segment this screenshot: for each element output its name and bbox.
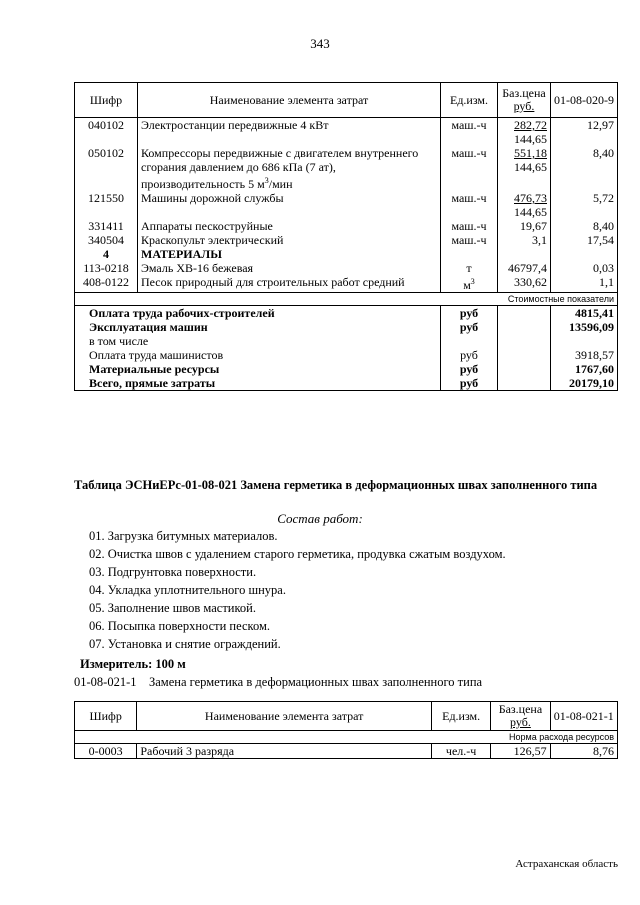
header-name: Наименование элемента затрат <box>137 702 432 731</box>
row-code: 050102 <box>75 146 138 191</box>
total-unit: руб <box>441 376 498 391</box>
total-unit: руб <box>441 348 498 362</box>
row-price: 126,57 <box>491 744 550 759</box>
total-row <box>75 362 618 376</box>
header-name: Наименование элемента затрат <box>138 83 441 118</box>
row-name: Эмаль ХВ-16 бежевая <box>138 261 441 275</box>
total-name: Оплата труда рабочих-строителей <box>75 306 441 321</box>
total-value: 4815,41 <box>551 306 618 321</box>
row-code: 113-0218 <box>75 261 138 275</box>
header-norm: 01-08-020-9 <box>551 83 618 118</box>
table-row <box>75 233 618 247</box>
row-value: 1,1 <box>551 275 618 293</box>
row-code: 408-0122 <box>75 275 138 293</box>
norm-label-row <box>75 731 618 744</box>
total-value: 20179,10 <box>551 376 618 391</box>
total-value: 13596,09 <box>551 320 618 334</box>
row-name: Краскопульт электрический <box>138 233 441 247</box>
composition-title: Состав работ: <box>277 511 363 526</box>
total-name: Материальные ресурсы <box>75 362 441 376</box>
row-price: 19,67 <box>498 219 551 233</box>
row-unit: маш.-ч <box>441 191 498 219</box>
header-unit: Ед.изм. <box>431 702 490 731</box>
row-price: 551,18 144,65 <box>498 146 551 191</box>
row-price: 330,62 <box>498 275 551 293</box>
total-row <box>75 334 618 348</box>
row-code: 0-0003 <box>75 744 137 759</box>
row-price: 3,1 <box>498 233 551 247</box>
table-row <box>75 219 618 233</box>
total-value: 1767,60 <box>551 362 618 376</box>
row-unit: маш.-ч <box>441 146 498 191</box>
table-header-row <box>75 702 618 731</box>
work-item: 01. Загрузка битумных материалов. <box>89 529 278 543</box>
row-name: МАТЕРИАЛЫ <box>138 247 441 261</box>
header-unit: Ед.изм. <box>441 83 498 118</box>
page-number: 343 <box>310 36 330 51</box>
work-item: 04. Укладка уплотнительного шнура. <box>89 583 286 597</box>
row-unit: маш.-ч <box>441 118 498 147</box>
row-name: Электростанции передвижные 4 кВт <box>138 118 441 147</box>
region-footer: Астраханская область <box>515 858 618 870</box>
work-item: 03. Подгрунтовка поверхности. <box>89 565 257 579</box>
row-code: 040102 <box>75 118 138 147</box>
work-item: 02. Очистка швов с удалением старого герметика, продувка сжатым воздухом. <box>89 547 506 561</box>
row-name: Аппараты пескоструйные <box>138 219 441 233</box>
row-unit: маш.-ч <box>441 233 498 247</box>
row-price: 476,73 144,65 <box>498 191 551 219</box>
row-unit: т <box>441 261 498 275</box>
work-item: 07. Установка и снятие ограждений. <box>89 637 281 651</box>
norm-code-line: 01-08-021-1 Замена герметика в деформационных швах заполненного типа <box>74 675 483 689</box>
total-name: Эксплуатация машин <box>75 320 441 334</box>
row-value: 0,03 <box>551 261 618 275</box>
table-header-row <box>75 83 618 118</box>
table-row <box>75 275 618 293</box>
table-row <box>75 744 618 759</box>
row-code: 4 <box>75 247 138 261</box>
row-value: 12,97 <box>551 118 618 147</box>
row-code: 331411 <box>75 219 138 233</box>
row-code: 121550 <box>75 191 138 219</box>
row-name: Компрессоры передвижные с двигателем внутреннего сгорания давлением до 686 кПа (7 ат), производительность 5 $м^3$/мин <box>138 146 441 191</box>
table-row <box>75 191 618 219</box>
row-price: 282,72 144,65 <box>498 118 551 147</box>
header-price: Баз.цена руб. <box>498 83 551 118</box>
row-name: Машины дорожной службы <box>138 191 441 219</box>
total-row <box>75 320 618 334</box>
total-value: 3918,57 <box>551 348 618 362</box>
table-row <box>75 118 618 147</box>
total-unit: руб <box>441 320 498 334</box>
row-name: Песок природный для строительных работ средний <box>138 275 441 293</box>
row-unit: чел.-ч <box>431 744 490 759</box>
row-unit: маш.-ч <box>441 219 498 233</box>
total-row <box>75 376 618 391</box>
header-code: Шифр <box>75 83 138 118</box>
cost-indicators-row <box>75 293 618 306</box>
total-unit: руб <box>441 362 498 376</box>
total-row <box>75 306 618 321</box>
row-value: 5,72 <box>551 191 618 219</box>
row-value: 17,54 <box>551 233 618 247</box>
row-value: 8,76 <box>550 744 617 759</box>
work-item: 06. Посыпка поверхности песком. <box>89 619 271 633</box>
total-row <box>75 348 618 362</box>
cost-indicators-label: Стоимостные показатели <box>75 293 618 306</box>
row-value: 8,40 <box>551 219 618 233</box>
section-title: Таблица ЭСНиЕРс-01-08-021 Замена герметика в деформационных швах заполненного типа <box>74 478 598 492</box>
table-row <box>75 146 618 191</box>
total-name: Всего, прямые затраты <box>75 376 441 391</box>
measure-unit: Измеритель: 100 м <box>80 657 186 671</box>
total-unit: руб <box>441 306 498 321</box>
work-item: 05. Заполнение швов мастикой. <box>89 601 256 615</box>
row-code: 340504 <box>75 233 138 247</box>
row-price: 46797,4 <box>498 261 551 275</box>
table-row <box>75 261 618 275</box>
row-name: Рабочий 3 разряда <box>137 744 432 759</box>
header-norm: 01-08-021-1 <box>550 702 617 731</box>
total-name: Оплата труда машинистов <box>75 348 441 362</box>
header-code: Шифр <box>75 702 137 731</box>
row-value: 8,40 <box>551 146 618 191</box>
norm-label: Норма расхода ресурсов <box>75 731 618 744</box>
resource-table-2 <box>74 701 618 759</box>
resource-table-1 <box>74 82 618 391</box>
row-unit: $м^3$ <box>441 275 498 293</box>
materials-section-row <box>75 247 618 261</box>
total-name: в том числе <box>75 334 441 348</box>
header-price: Баз.цена руб. <box>491 702 550 731</box>
